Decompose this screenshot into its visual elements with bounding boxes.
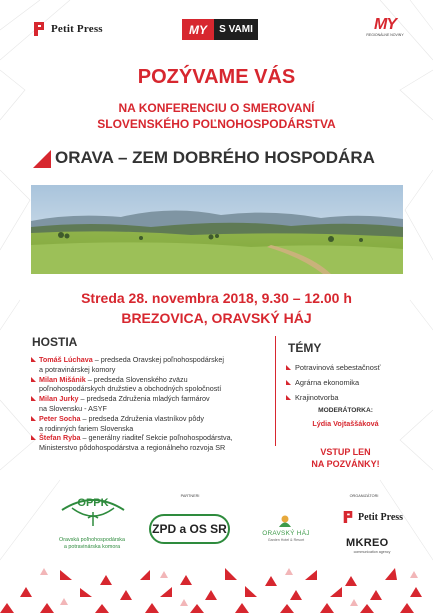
bullet-icon bbox=[31, 396, 36, 401]
topic-label: Agrárna ekonomika bbox=[295, 378, 360, 387]
petit-press-mark-icon bbox=[32, 21, 46, 37]
subtitle-line-2: SLOVENSKÉHO POĽNOHOSPODÁRSTVA bbox=[97, 117, 336, 131]
bullet-icon bbox=[31, 435, 36, 440]
bullet-icon bbox=[286, 380, 291, 385]
topic-item bbox=[286, 390, 406, 405]
oppk-name-line-1: Oravská poľnohospodárska bbox=[59, 537, 125, 543]
entry-note-line-1: VSTUP LEN bbox=[320, 447, 371, 457]
my-regional-logo bbox=[366, 17, 404, 38]
guest-name: Milan Mišánik bbox=[39, 374, 86, 384]
guest-role: – predseda Oravskej poľnohospodárskej bbox=[92, 355, 224, 364]
bullet-icon bbox=[286, 365, 291, 370]
oppk-logo bbox=[58, 490, 128, 530]
petit-press-logo-bottom bbox=[342, 510, 403, 524]
partners-label: PARTNERI bbox=[180, 494, 200, 498]
conference-headline bbox=[55, 148, 375, 168]
guest-item bbox=[31, 433, 276, 453]
mkreo-subtitle: communication agency bbox=[353, 550, 391, 554]
petit-press-text: Petit Press bbox=[358, 511, 404, 523]
organizers-label: ORGANIZÁTORI bbox=[349, 494, 379, 498]
topic-item bbox=[286, 360, 406, 375]
moderator-label: MODERÁTORKA: bbox=[318, 407, 373, 414]
topic-label: Krajinotvorba bbox=[295, 393, 339, 402]
guest-role-cont: a rodinných fariem Slovenska bbox=[39, 423, 134, 433]
oravsky-haj-name: ORAVSKÝ HÁJ bbox=[262, 530, 310, 537]
guest-role-cont: Ministerstvo pôdohospodárstva a regionálneho rozvoja SR bbox=[39, 443, 226, 453]
guests-list bbox=[31, 355, 276, 453]
my-s-vami-my: MY bbox=[182, 19, 214, 40]
guest-role: – predseda Slovenského zväzu bbox=[85, 374, 188, 384]
page-title: POZÝVAME VÁS bbox=[137, 66, 296, 88]
petit-press-mark-icon bbox=[342, 510, 354, 524]
my-s-vami-logo bbox=[182, 19, 258, 40]
guest-role: – generálny riaditeľ Sekcie poľnohospodárstva, bbox=[80, 433, 233, 443]
red-triangle-icon bbox=[33, 150, 51, 168]
petit-press-logo bbox=[32, 21, 103, 37]
oravsky-haj-icon bbox=[278, 515, 292, 528]
guest-name: Tomáš Lúchava bbox=[39, 355, 93, 364]
guest-role: – predseda Združenia mladých farmárov bbox=[78, 394, 210, 404]
guest-item bbox=[31, 394, 276, 414]
moderator-name: Lýdia Vojtaššáková bbox=[312, 419, 379, 428]
event-date: Streda 28. novembra 2018, 9.30 – 12.00 h bbox=[81, 290, 352, 306]
guest-name: Peter Socha bbox=[39, 413, 81, 423]
guest-item bbox=[31, 414, 276, 434]
entry-note-line-2: NA POZVÁNKY! bbox=[311, 459, 380, 469]
bullet-icon bbox=[31, 377, 36, 382]
oppk-logo-text: OPPK bbox=[77, 497, 109, 509]
guests-heading: HOSTIA bbox=[32, 335, 78, 349]
petit-press-text: Petit Press bbox=[51, 23, 103, 35]
guest-role-cont: na Slovensku - ASYF bbox=[39, 403, 107, 413]
guest-name: Milan Jurky bbox=[39, 394, 79, 404]
bullet-icon bbox=[31, 416, 36, 421]
topic-label: Potravinová sebestačnosť bbox=[295, 363, 381, 372]
subtitle-line-1: NA KONFERENCIU O SMEROVANÍ bbox=[118, 101, 315, 115]
bullet-icon bbox=[31, 357, 36, 362]
topics-heading: TÉMY bbox=[288, 341, 322, 355]
landscape-photo bbox=[31, 185, 403, 274]
zpd-logo: ZPD a OS SR bbox=[149, 514, 230, 544]
my-regional-text: MY bbox=[374, 16, 396, 33]
guest-item bbox=[31, 375, 276, 395]
oppk-name-line-2: a potravinárska komora bbox=[63, 544, 121, 550]
topic-item bbox=[286, 375, 406, 390]
guest-role-cont: poľnohospodárskych družstiev a obchodných spoločností bbox=[39, 384, 222, 394]
my-regional-subtext: REGIONÁLNE NOVINY bbox=[366, 33, 404, 37]
guest-role-cont: a potravinárskej komory bbox=[39, 364, 116, 374]
my-s-vami-rest: S VAMI bbox=[214, 19, 258, 40]
event-place: BREZOVICA, ORAVSKÝ HÁJ bbox=[121, 310, 312, 326]
oravsky-haj-subtitle: Garden Hotel & Resort bbox=[267, 538, 305, 542]
headline-text: ORAVA – ZEM DOBRÉHO HOSPODÁRA bbox=[55, 148, 375, 167]
column-divider bbox=[275, 336, 276, 446]
bullet-icon bbox=[286, 395, 291, 400]
topics-list bbox=[286, 360, 406, 405]
mkreo-logo: MKREO bbox=[346, 537, 389, 549]
guest-item bbox=[31, 355, 276, 375]
guest-role: – predseda Združenia vlastníkov pôdy bbox=[80, 413, 205, 423]
guest-name: Štefan Ryba bbox=[39, 433, 81, 443]
